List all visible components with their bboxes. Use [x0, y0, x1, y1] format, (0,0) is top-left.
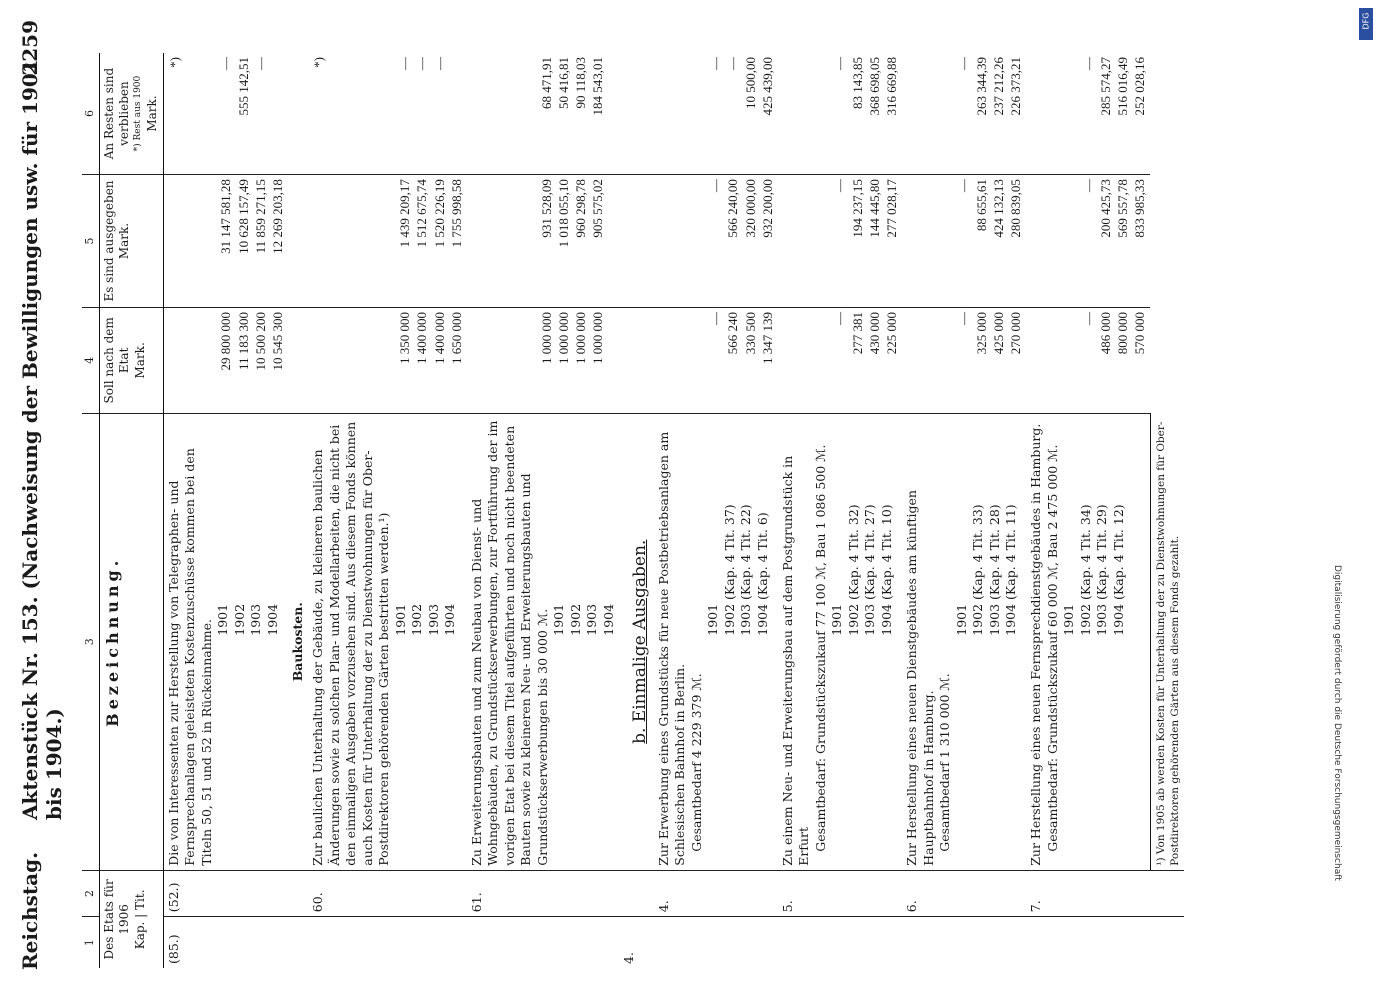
value: 1 000 000 — [589, 311, 605, 364]
row-text: Zur Herstellung eines neuen Dienstgebäudes am künftigen Hauptbahnhof in Hamburg. — [904, 490, 936, 866]
value: 184 543,01 — [589, 57, 605, 116]
value: 368 698,05 — [866, 57, 882, 116]
value: — — [832, 179, 848, 193]
reste-cell — [654, 53, 778, 175]
value: 10 500 200 — [252, 311, 268, 371]
value: 144 445,80 — [866, 179, 882, 238]
value: 1 000 000 — [538, 311, 554, 364]
reste-cell — [163, 53, 288, 175]
year: 1904 — [264, 603, 280, 636]
einmalige-ausgaben-title: b. Einmalige Ausgaben. — [619, 413, 653, 870]
col-number-6: 6 — [82, 53, 99, 175]
value: 555 142,51 — [235, 57, 251, 116]
bedarf: Gesamtbedarf: Grundstückszukauf 60 000 ℳ, Bau 2 475 000 ℳ. — [1044, 444, 1060, 852]
value: 1 018 055,10 — [555, 179, 571, 248]
value: 320 000,00 — [742, 179, 758, 238]
soll-cell — [163, 307, 288, 413]
value: 1 000 000 — [572, 311, 588, 364]
value: 1 400 000 — [414, 311, 430, 364]
year: 1903 — [584, 603, 600, 636]
year: 1903 (Kap. 4 Tit. 28) — [986, 504, 1002, 636]
value: 285 574,27 — [1097, 57, 1113, 116]
ausgegeben-label: Es sind ausgegeben — [101, 180, 116, 302]
ausgegeben-cell — [163, 175, 288, 308]
reste-cell — [308, 53, 466, 175]
soll-cell — [654, 307, 778, 413]
table-row — [778, 53, 902, 968]
ausgegeben-cell — [902, 175, 1026, 308]
year: 1901 — [1061, 603, 1077, 636]
bedarf: Gesamtbedarf 4 229 379 ℳ. — [688, 673, 704, 852]
value: 1 400 000 — [431, 311, 447, 364]
value: 12 269 203,18 — [269, 179, 285, 254]
year: 1904 — [442, 603, 458, 636]
tit-cell: 60. — [308, 870, 466, 916]
table-row — [467, 53, 620, 968]
year: 1903 (Kap. 4 Tit. 22) — [738, 504, 754, 636]
value: 277 028,17 — [883, 179, 899, 238]
year: 1902 (Kap. 4 Tit. 33) — [970, 504, 985, 636]
value: 1 512 675,74 — [414, 179, 430, 248]
value: — — [832, 57, 848, 70]
year: 1901 — [215, 603, 231, 636]
value: 10 500,00 — [742, 57, 758, 109]
value: 10 628 157,49 — [235, 179, 251, 254]
year: 1902 (Kap. 4 Tit. 32) — [845, 504, 861, 636]
value: 566 240 — [725, 311, 741, 355]
value: *) — [311, 57, 327, 68]
row-text: Zu einem Neu- und Erweiterungsbau auf dem Postgrundstück in Erfurt — [779, 455, 812, 866]
table-row — [902, 53, 1026, 968]
value: — — [956, 179, 972, 193]
value: 194 237,15 — [849, 179, 865, 238]
table-row — [654, 53, 778, 968]
value: *) — [166, 57, 182, 68]
tit-cell: 61. — [467, 870, 620, 916]
description-cell — [163, 413, 288, 870]
value: 280 839,05 — [1007, 179, 1023, 238]
value: 905 575,02 — [589, 179, 605, 238]
year: 1903 (Kap. 4 Tit. 29) — [1094, 504, 1110, 636]
description-cell — [467, 413, 620, 870]
description-cell — [654, 413, 778, 870]
value: 263 344,39 — [973, 57, 989, 116]
value: 425 439,00 — [759, 57, 775, 116]
etat-header: Des Etats für 1906 Kap. | Tit. — [99, 870, 163, 968]
reste-cell — [778, 53, 902, 175]
value: 570 000 — [1132, 311, 1148, 355]
soll-cell — [1026, 307, 1150, 413]
year: 1903 (Kap. 4 Tit. 27) — [862, 504, 878, 636]
row-text: Zu Erweiterungsbauten und zum Neubau von Dienst- und Wohngebäuden, zu Grundstückserwerbungen, zur Fortführung der im vorigen Etat bei diesem Titel aufgeführten und noch nicht beendeten Bauten sowie zu kleineren Neu- und Erweiterungsbauten und Grundstückserwerbungen bis 30 000 ℳ. — [468, 420, 550, 866]
reste-cell — [467, 53, 620, 175]
value: — — [708, 179, 724, 193]
value: 1 350 000 — [397, 311, 413, 364]
tit-cell: (52.) — [163, 870, 288, 916]
year: 1904 (Kap. 4 Tit. 6) — [754, 512, 770, 636]
value: 566 240,00 — [725, 179, 741, 238]
description-cell — [1026, 413, 1150, 870]
soll-unit: Mark. — [133, 342, 148, 379]
footnote: ¹) Von 1905 ab werden Kosten für Unterhaltung der zu Dienstwohnungen für Ober-Postdirektoren gehörenden Gärten aus diesem Fonds gezahlt. — [1150, 413, 1184, 870]
value: — — [252, 57, 268, 70]
value: 29 800 000 — [218, 311, 234, 371]
soll-header — [99, 307, 163, 413]
year: 1902 — [409, 603, 425, 636]
value: — — [708, 57, 724, 70]
reste-header — [99, 53, 163, 175]
page-header — [18, 20, 66, 970]
column-numbers-row — [82, 53, 99, 968]
row-text: Zur Herstellung eines neuen Fernsprechdienstgebäudes in Hamburg. — [1028, 423, 1044, 866]
value: 486 000 — [1097, 311, 1113, 355]
value: — — [414, 57, 430, 70]
value: 200 425,73 — [1097, 179, 1113, 238]
dfg-logo — [1359, 8, 1373, 40]
value: 270 000 — [1007, 311, 1023, 355]
value: 90 118,03 — [572, 57, 588, 109]
value: 83 143,85 — [849, 57, 865, 109]
value: 1 000 000 — [555, 311, 571, 364]
description-cell — [308, 413, 466, 870]
kap-cell: 4. — [621, 952, 637, 964]
value: 430 000 — [866, 311, 882, 355]
bedarf: Gesamtbedarf 1 310 000 ℳ. — [937, 673, 952, 852]
value: 68 471,91 — [538, 57, 554, 109]
value: 1 520 226,19 — [431, 179, 447, 248]
value: — — [397, 57, 413, 70]
value: 569 557,78 — [1114, 179, 1130, 238]
year: 1901 — [705, 603, 721, 636]
row-text: Die von Interessenten zur Herstellung von Telegraphen- und Fernsprechanlagen geleisteten Kostenzuschüsse kommen bei den Titeln 50, 51 und 52 in Rückeinnahme. — [165, 448, 214, 866]
year: 1902 (Kap. 4 Tit. 37) — [721, 504, 737, 636]
col-number-1: 1 — [82, 917, 99, 968]
value: 800 000 — [1114, 311, 1130, 355]
description-cell — [778, 413, 902, 870]
value: 252 028,16 — [1132, 57, 1148, 116]
value: 316 669,88 — [883, 57, 899, 116]
value: 833 985,33 — [1132, 179, 1148, 238]
value: — — [956, 57, 972, 70]
col-number-5: 5 — [82, 175, 99, 308]
value: — — [708, 311, 724, 325]
appropriations-table — [82, 53, 1184, 968]
year: 1904 (Kap. 4 Tit. 11) — [1003, 504, 1018, 636]
header-row — [99, 53, 163, 968]
value: 932 200,00 — [759, 179, 775, 238]
value: — — [1080, 311, 1096, 325]
reste-label: An Resten sind verblieben — [101, 67, 132, 160]
ausgegeben-cell — [654, 175, 778, 308]
year: 1904 (Kap. 4 Tit. 12) — [1110, 504, 1126, 636]
value: 424 132,13 — [990, 179, 1006, 238]
value: 330 500 — [742, 311, 758, 355]
value: 277 381 — [849, 311, 865, 355]
value: 1 650 000 — [448, 311, 464, 364]
reste-cell — [1026, 53, 1150, 175]
year: 1902 — [567, 603, 583, 636]
tit-cell: 6. — [902, 870, 1026, 916]
dfg-logo-text: DFG — [1361, 12, 1371, 30]
value: 1 347 139 — [759, 311, 775, 364]
ausgegeben-cell — [1026, 175, 1150, 308]
digitization-credit: Digitalisierung gefördert durch die Deutsche Forschungsgemeinschaft — [1332, 565, 1343, 881]
value: — — [956, 311, 972, 325]
soll-cell — [778, 307, 902, 413]
value: 325 000 — [973, 311, 989, 355]
tit-cell: 7. — [1026, 870, 1150, 916]
value: — — [431, 57, 447, 70]
header-reichstag: Reichstag. — [18, 851, 42, 970]
ausgegeben-cell — [308, 175, 466, 308]
value: 1 439 209,17 — [397, 179, 413, 248]
reste-unit: Mark. — [145, 95, 160, 132]
value: — — [832, 311, 848, 325]
year: 1901 — [829, 603, 845, 636]
page-number: 2259 — [18, 20, 42, 76]
year: 1904 — [600, 603, 616, 636]
year: 1901 — [392, 603, 408, 636]
ausgegeben-cell — [778, 175, 902, 308]
col-number-4: 4 — [82, 307, 99, 413]
tit-cell: 5. — [778, 870, 902, 916]
year: 1901 — [551, 603, 567, 636]
soll-cell — [902, 307, 1026, 413]
soll-cell — [308, 307, 466, 413]
ausgegeben-header — [99, 175, 163, 308]
col-number-2: 2 — [82, 870, 99, 916]
value: 31 147 581,28 — [218, 179, 234, 254]
year: 1902 (Kap. 4 Tit. 34) — [1077, 504, 1093, 636]
value: 50 416,81 — [555, 57, 571, 109]
col-number-3: 3 — [82, 413, 99, 870]
header-title: Aktenstück Nr. 153. (Nachweisung der Bewilligungen usw. für 1901 bis 1904.) — [18, 59, 66, 820]
year: 1903 — [425, 603, 441, 636]
bedarf: Gesamtbedarf: Grundstückszukauf 77 100 ℳ, Bau 1 086 500 ℳ. — [812, 444, 828, 852]
tit-cell: 4. — [654, 870, 778, 916]
table-row — [308, 53, 466, 968]
kap-label: Kap. — [133, 921, 148, 950]
reste-note: *) Rest aus 1900 — [133, 75, 144, 152]
value: 516 016,49 — [1114, 57, 1130, 116]
value: 10 545 300 — [269, 311, 285, 371]
ausgegeben-cell — [467, 175, 620, 308]
value: 237 212,26 — [990, 57, 1006, 116]
value: 1 755 998,58 — [448, 179, 464, 248]
reste-cell — [902, 53, 1026, 175]
value: 226 373,21 — [1007, 57, 1023, 116]
value: 931 528,09 — [538, 179, 554, 238]
value: — — [725, 57, 741, 70]
value: 960 298,78 — [572, 179, 588, 238]
description-cell — [902, 413, 1026, 870]
year: 1902 — [231, 603, 247, 636]
etat-label: Des Etats für 1906 — [101, 879, 132, 960]
value: — — [218, 57, 234, 70]
row-text: Zur Erwerbung eines Grundstücks für neue Postbetriebsanlagen am Schlesischen Bahnhof in Berlin. — [655, 431, 688, 866]
value: 425 000 — [990, 311, 1006, 355]
bezeichnung-header: Bezeichnung. — [99, 413, 163, 870]
value: 88 655,61 — [973, 179, 989, 232]
row-text: Zur baulichen Unterhaltung der Gebäude, zu kleineren baulichen Änderungen sowie zu solchen Plan- und Modellarbeiten, die nicht bei den einmaligen Ausgaben vorzusehen sind. Aus diesem Fonds können auch Kosten für Unterhaltung der zu Dienstwohnungen für Ober-Postdirektoren gehörenden Gärten bestritten werden.¹) — [310, 421, 392, 866]
value: — — [1080, 179, 1096, 193]
ausgegeben-unit: Mark. — [117, 222, 132, 260]
value: 11 183 300 — [235, 311, 251, 370]
kap-cell: (85.) — [165, 934, 181, 964]
soll-cell — [467, 307, 620, 413]
baukosten-title: Baukosten. — [288, 413, 309, 870]
year: 1904 (Kap. 4 Tit. 10) — [878, 504, 894, 636]
value: — — [1080, 57, 1096, 70]
tit-label: Tit. — [133, 889, 148, 910]
year: 1901 — [953, 603, 969, 636]
section-row — [619, 53, 653, 968]
section-row — [288, 53, 309, 968]
footnote-row — [1150, 53, 1184, 968]
soll-label: Soll nach dem Etat — [101, 317, 132, 404]
year: 1903 — [248, 603, 264, 636]
table-row — [1026, 53, 1150, 968]
value: 11 859 271,15 — [252, 179, 268, 254]
table-row — [163, 53, 288, 968]
value: 225 000 — [883, 311, 899, 355]
